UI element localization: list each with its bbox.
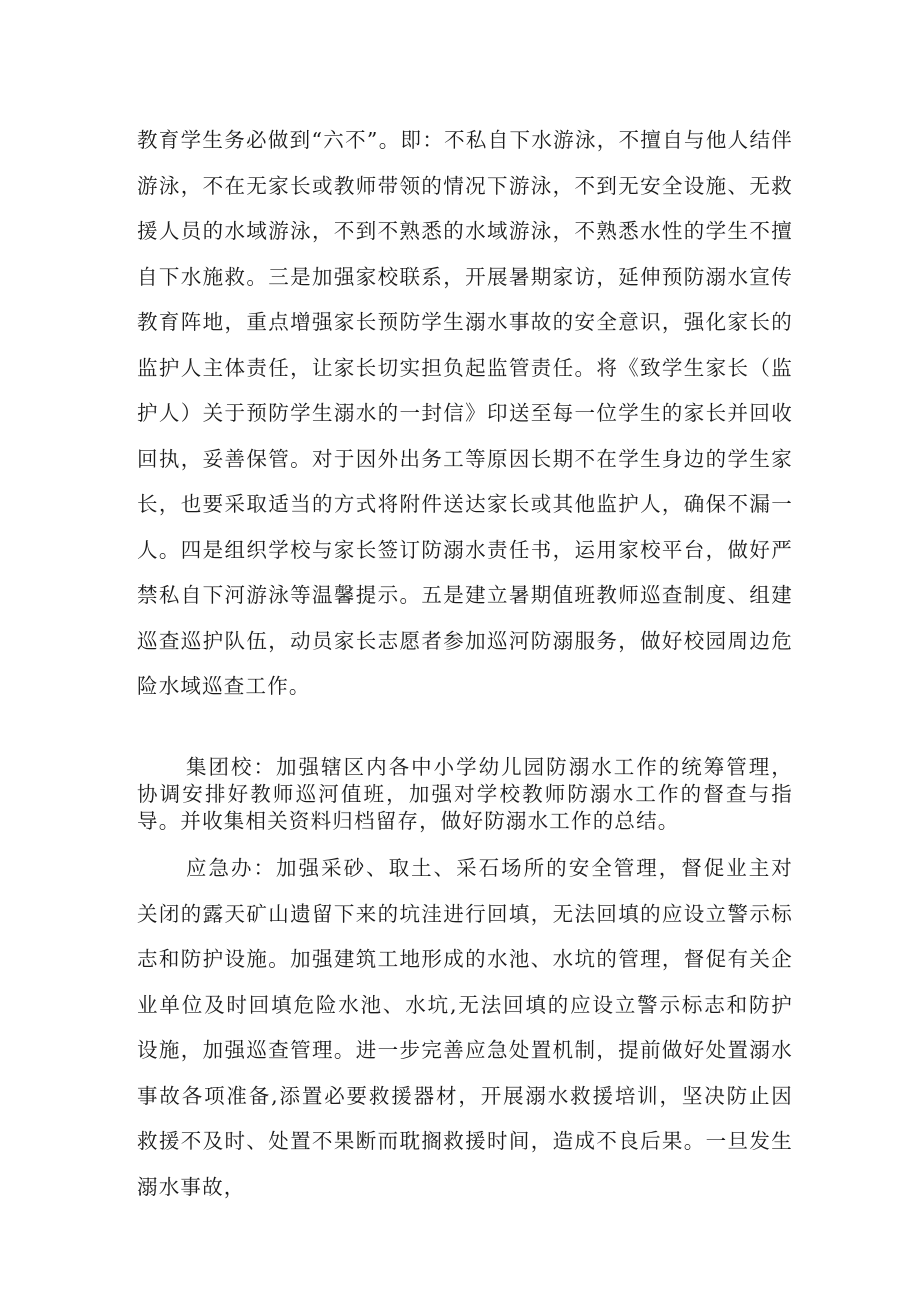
paragraph-group-school: 集团校：加强辖区内各中小学幼儿园防溺水工作的统筹管理，协调安排好教师巡河值班，加强对学校教师防溺水工作的督查与指导。并收集相关资料归档留存，做好防溺水工作的总结。 [137,755,793,833]
paragraph-emergency-office: 应急办：加强采砂、取土、采石场所的安全管理，督促业主对关闭的露天矿山遗留下来的坑洼进行回填，无法回填的应设立警示标志和防护设施。加强建筑工地形成的水池、水坑的管理，督促有关企业单位及时回填危险水池、水坑,无法回填的应设立警示标志和防护设施，加强巡查管理。进一步完善应急处置机制，提前做好处置溺水事故各项准备,添置必要救援器材，开展溺水救援培训，坚决防止因救援不及时、处置不果断而耽搁救援时间，造成不良后果。一旦发生溺水事故， [137,856,793,1199]
paragraph-six-rules: 教育学生务必做到“六不”。即：不私自下水游泳，不擅自与他人结伴游泳，不在无家长或教师带领的情况下游泳，不到无安全设施、无救援人员的水域游泳，不到不熟悉的水域游泳，不熟悉水性的学生不擅自下水施救。三是加强家校联系，开展暑期家访，延伸预防溺水宣传教育阵地，重点增强家长预防学生溺水事故的安全意识，强化家长的监护人主体责任，让家长切实担负起监管责任。将《致学生家长（监护人）关于预防学生溺水的一封信》印送至每一位学生的家长并回收回执，妥善保管。对于因外出务工等原因长期不在学生身边的学生家长，也要采取适当的方式将附件送达家长或其他监护人，确保不漏一人。四是组织学校与家长签订防溺水责任书，运用家校平台，做好严禁私自下河游泳等温馨提示。五是建立暑期值班教师巡查制度、组建巡查巡护队伍，动员家长志愿者参加巡河防溺服务，做好校园周边危险水域巡查工作。 [137,128,793,698]
